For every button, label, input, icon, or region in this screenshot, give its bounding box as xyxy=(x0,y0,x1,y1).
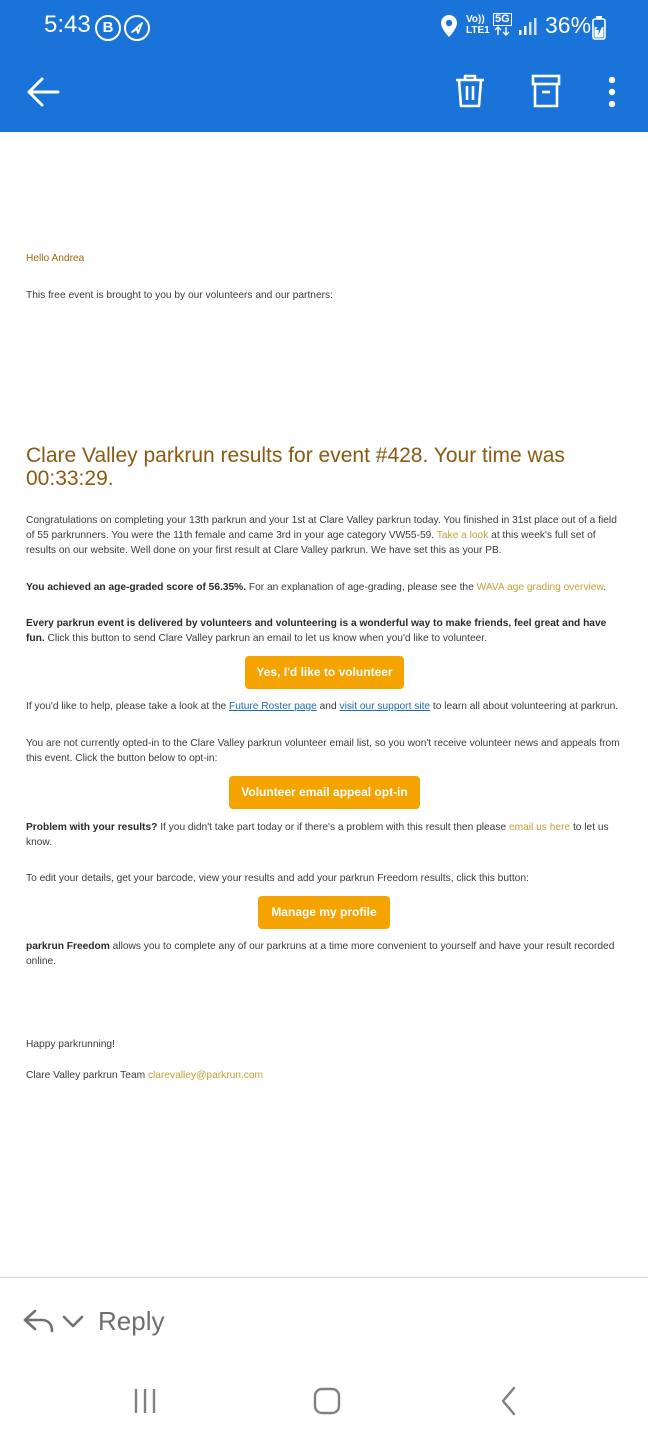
freedom-bold: parkrun Freedom xyxy=(26,941,110,952)
reply-button[interactable] xyxy=(22,1307,56,1342)
support-site-link[interactable]: visit our support site xyxy=(339,701,431,712)
team-email-link[interactable]: clarevalley@parkrun.com xyxy=(147,1070,264,1081)
age-grade-end: . xyxy=(603,582,607,593)
intro-text: This free event is brought to you by our volunteers and our partners: xyxy=(26,290,333,301)
congrats-paragraph xyxy=(26,513,622,558)
problem-bold: Problem with your results? xyxy=(26,822,158,833)
location-icon xyxy=(440,14,458,43)
reply-options-dropdown[interactable] xyxy=(62,1314,84,1335)
back-button[interactable] xyxy=(20,68,68,116)
help-text-1: If you'd like to help, please take a look at the xyxy=(26,701,227,712)
home-button[interactable] xyxy=(312,1383,342,1422)
volunteer-bold: Every parkrun event is delivered by volunteers and volunteering is a wonderful way to make friends, feel great and have fun. xyxy=(26,618,607,644)
nav-back-button[interactable] xyxy=(496,1383,522,1422)
volunteer-text: Click this button to send Clare Valley parkrun an email to let us know when you'd like to volunteer. xyxy=(47,633,487,644)
help-text-3: to learn all about volunteering at parkrun. xyxy=(432,701,619,712)
team-line xyxy=(26,1068,622,1083)
signoff: Happy parkrunning! xyxy=(26,1039,115,1050)
manage-profile-button[interactable]: Manage my profile xyxy=(258,896,390,929)
email-us-link[interactable]: email us here xyxy=(508,822,571,833)
reply-bar xyxy=(0,1277,648,1368)
results-headline: Clare Valley parkrun results for event #428. Your time was 00:33:29. xyxy=(26,444,565,490)
help-paragraph xyxy=(26,699,622,714)
data-arrows-icon xyxy=(493,26,511,36)
signal-strength-icon xyxy=(518,16,538,41)
opt-in-text: You are not currently opted-in to the Clare Valley parkrun volunteer email list, so you won't receive volunteer news and appeals from this event. Click the button below to opt-in: xyxy=(26,738,620,764)
age-grade-paragraph xyxy=(26,580,622,595)
system-navigation-bar xyxy=(0,1367,648,1440)
b-badge-icon: B xyxy=(95,15,121,41)
team-name: Clare Valley parkrun Team xyxy=(26,1070,146,1081)
volunteer-button[interactable]: Yes, I'd like to volunteer xyxy=(245,656,404,689)
edit-details-text: To edit your details, get your barcode, view your results and add your parkrun Freedom results, click this button: xyxy=(26,873,529,884)
reply-arrow-icon xyxy=(22,1307,56,1337)
network-type xyxy=(493,13,512,39)
app-bar xyxy=(0,54,648,132)
battery-charging-icon xyxy=(592,16,606,45)
volte-indicator xyxy=(466,14,490,36)
battery-percent: 36% xyxy=(545,12,592,38)
network-type-label: 5G xyxy=(495,13,510,25)
results-link[interactable]: Take a look xyxy=(436,530,489,541)
opt-in-button[interactable]: Volunteer email appeal opt-in xyxy=(229,776,420,809)
congrats-after: at this week's full set of results on our website. Well done on your first result at Clare Valley parkrun. We have set this as your PB. xyxy=(26,530,596,556)
status-time: 5:43 xyxy=(44,11,91,38)
status-bar xyxy=(0,0,648,54)
congrats-text: Congratulations on completing your 13th parkrun and your 1st at Clare Valley parkrun today. You finished in 31st place out of a field of 55 parkrunners. You were the 11th female and came 3rd in your age category VW55-59. xyxy=(26,515,617,541)
greeting: Hello Andrea xyxy=(26,253,85,264)
problem-end: to let us know. xyxy=(26,822,609,848)
volte-line-2: LTE1 xyxy=(466,25,490,36)
more-vertical-icon xyxy=(590,68,638,116)
problem-text: If you didn't take part today or if there's a problem with this result then please xyxy=(160,822,507,833)
chevron-left-icon xyxy=(496,1383,522,1417)
reply-label[interactable]: Reply xyxy=(98,1306,165,1336)
volunteer-paragraph xyxy=(26,616,622,646)
arrow-left-icon xyxy=(20,68,68,116)
recent-apps-button[interactable] xyxy=(132,1383,160,1422)
navigation-arrow-icon xyxy=(124,15,150,41)
problem-paragraph xyxy=(26,820,622,850)
home-icon xyxy=(312,1383,342,1417)
freedom-text: allows you to complete any of our parkruns at a time more convenient to yourself and have your result recorded online. xyxy=(26,941,615,967)
age-grade-score: You achieved an age-graded score of 56.35%. xyxy=(26,582,247,593)
volte-line-1: Vo)) xyxy=(466,14,485,25)
archive-icon xyxy=(522,68,570,116)
wava-link[interactable]: WAVA age grading overview xyxy=(476,582,604,593)
chevron-down-icon xyxy=(62,1314,84,1330)
trash-icon xyxy=(446,68,494,116)
recent-apps-icon xyxy=(132,1383,160,1417)
future-roster-link[interactable]: Future Roster page xyxy=(229,701,317,712)
archive-button[interactable] xyxy=(522,68,570,116)
more-options-button[interactable] xyxy=(590,68,638,116)
help-text-2: and xyxy=(319,701,337,712)
top-bar xyxy=(0,0,648,132)
freedom-paragraph xyxy=(26,939,622,969)
age-grade-text: For an explanation of age-grading, please see the xyxy=(248,582,474,593)
delete-button[interactable] xyxy=(446,68,494,116)
